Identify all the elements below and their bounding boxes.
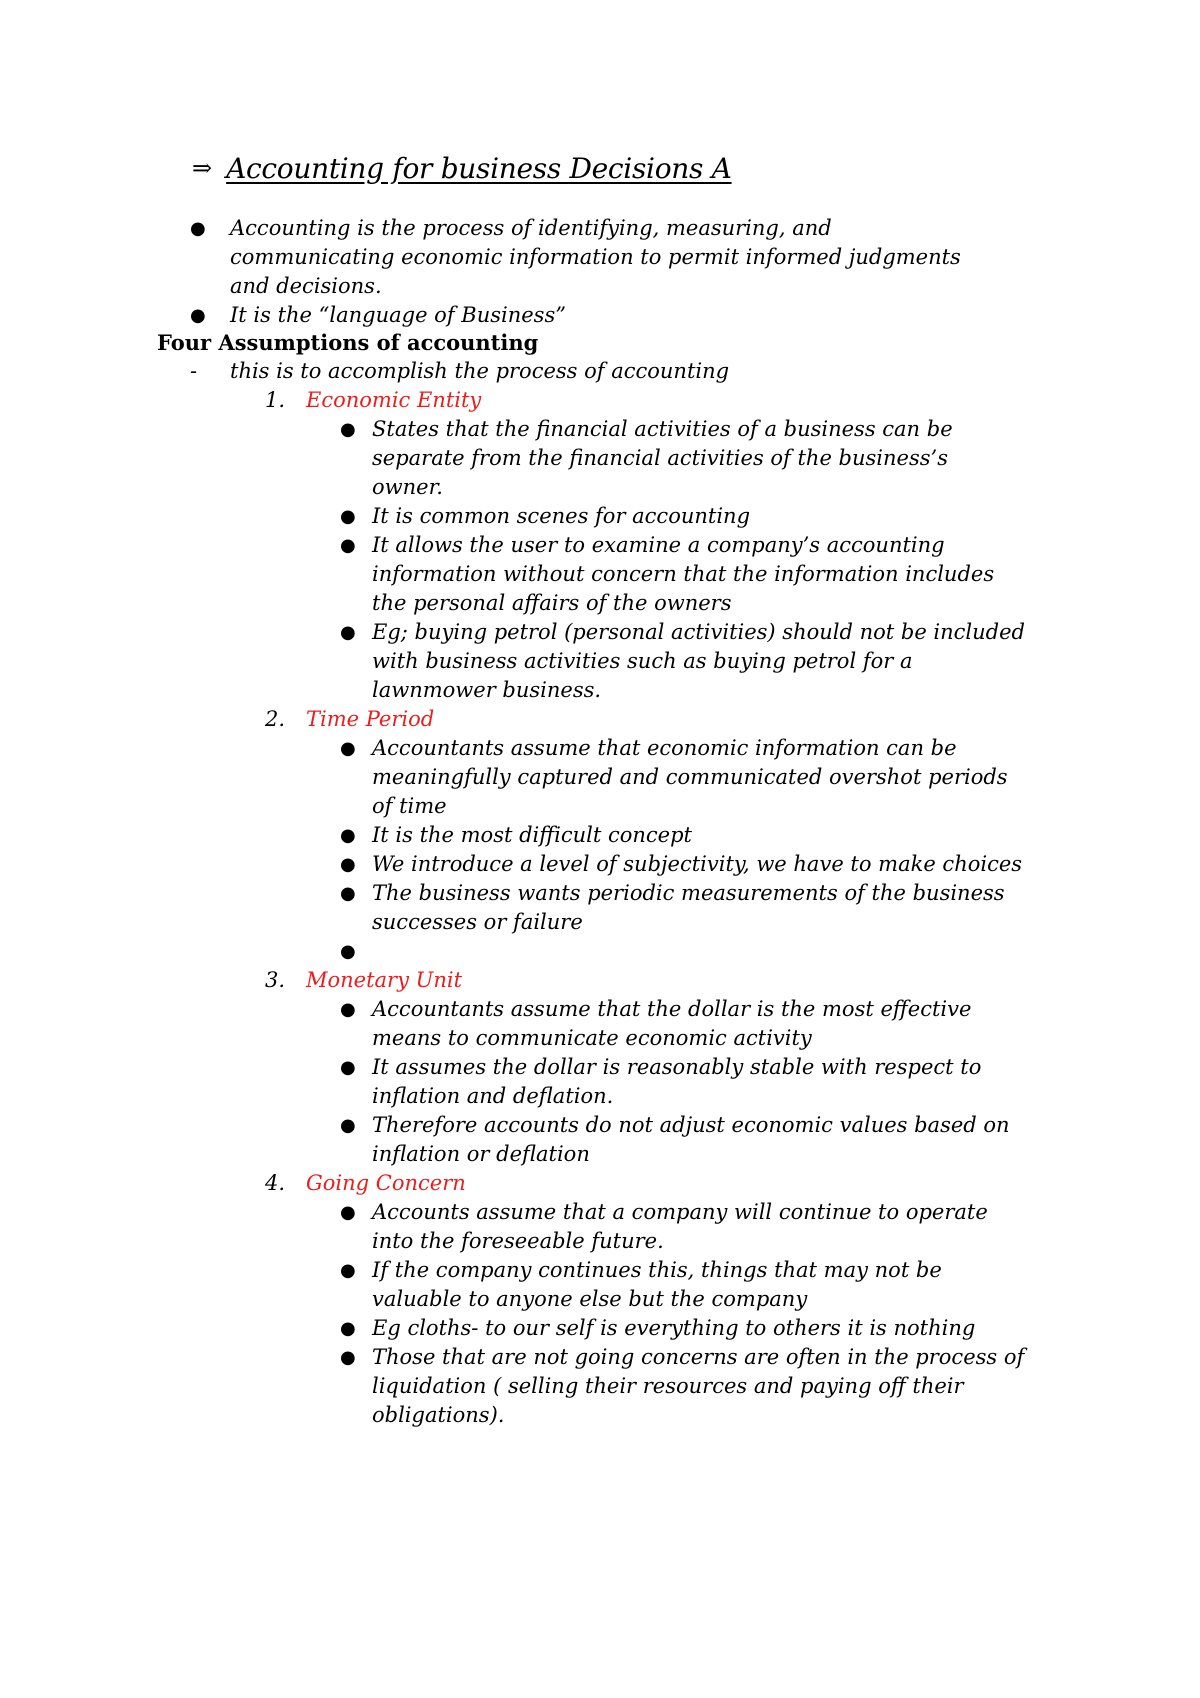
point-item [340,850,1025,879]
point-text: It assumes the dollar is reasonably stable with respect to inflation and deflation. [372,1055,982,1108]
assumption-item [265,966,1025,1169]
point-text: Those that are not going concerns are often in the process of liquidation ( selling their resources and paying off their obligations). [372,1345,1025,1427]
point-item [340,821,1025,850]
intro-item [190,214,990,301]
assumption-points [265,415,1025,705]
assumptions-list [265,386,1025,1430]
intro-list [190,214,990,330]
bullet-icon: ● [340,622,356,643]
bullet-icon: ● [340,1057,356,1078]
bullet-icon: ● [340,854,356,875]
point-text: Accountants assume that economic information can be meaningfully captured and communicated overshot periods of time [372,736,1008,818]
document-title [192,148,732,188]
point-item [340,1198,1025,1256]
point-text: The business wants periodic measurements of the business successes or failure [372,881,1005,934]
point-item [340,937,1025,966]
bullet-icon: ● [340,1115,356,1136]
point-text: Eg cloths- to our self is everything to others it is nothing [372,1316,976,1340]
bullet-icon: ● [340,535,356,556]
intro-text: It is the “language of Business” [230,303,566,327]
assumption-item [265,1169,1025,1430]
point-text: Accountants assume that the dollar is the most effective means to communicate economic activity [372,997,972,1050]
section-note-text: this is to accomplish the process of accounting [230,359,730,383]
point-text: States that the financial activities of a business can be separate from the financial activities of the business’s owner. [372,417,953,499]
section-heading: Four Assumptions of accounting [157,330,539,355]
point-text: Accounts assume that a company will continue to operate into the foreseeable future. [372,1200,988,1253]
assumption-number: 4. [265,1171,286,1195]
bullet-icon: ● [190,218,206,239]
point-item [340,1053,1025,1111]
intro-item [190,301,990,330]
point-text: If the company continues this, things that may not be valuable to anyone else but the company [372,1258,942,1311]
point-text: Eg; buying petrol (personal activities) should not be included with business activities such as buying petrol for a lawnmower business. [372,620,1025,702]
bullet-icon: ● [340,825,356,846]
point-item [340,415,1025,502]
assumption-number: 3. [265,968,286,992]
assumption-item [265,705,1025,966]
assumption-item [265,386,1025,705]
point-item [340,618,1025,705]
point-text: It is common scenes for accounting [372,504,751,528]
bullet-icon: ● [340,506,356,527]
assumption-points [265,995,1025,1169]
assumption-title: Going Concern [306,1171,466,1195]
point-text: It is the most difficult concept [372,823,692,847]
assumption-points [265,1198,1025,1430]
bullet-icon: ● [340,1318,356,1339]
point-item [340,879,1025,937]
assumption-number: 1. [265,388,286,412]
bullet-icon: ● [340,1347,356,1368]
point-item [340,734,1025,821]
point-text: It allows the user to examine a company’s accounting information without concern that the information includes the personal affairs of the owners [372,533,995,615]
bullet-icon: ● [340,1260,356,1281]
point-text: We introduce a level of subjectivity, we have to make choices [372,852,1023,876]
point-text: Therefore accounts do not adjust economic values based on inflation or deflation [372,1113,1010,1166]
bullet-icon: ● [340,883,356,904]
bullet-icon: ● [340,738,356,759]
point-item [340,531,1025,618]
point-item [340,1111,1025,1169]
title-text: Accounting for business Decisions A [226,151,732,185]
bullet-icon: ● [340,1202,356,1223]
bullet-icon: ● [340,999,356,1020]
point-item [340,995,1025,1053]
intro-text: Accounting is the process of identifying, measuring, and communicating economic information to permit informed judgments and decisions. [230,216,961,298]
assumption-points [265,734,1025,966]
right-double-arrow-icon: ⇒ [192,154,213,182]
assumption-title: Monetary Unit [306,968,463,992]
point-item [340,1256,1025,1314]
assumption-title: Economic Entity [306,388,482,412]
dash-icon: - [190,359,198,383]
bullet-icon: ● [340,419,356,440]
bullet-icon: ● [190,305,206,326]
bullet-icon: ● [340,941,356,962]
assumption-number: 2. [265,707,286,731]
point-item [340,1314,1025,1343]
point-item [340,1343,1025,1430]
assumption-title: Time Period [306,707,435,731]
point-item [340,502,1025,531]
